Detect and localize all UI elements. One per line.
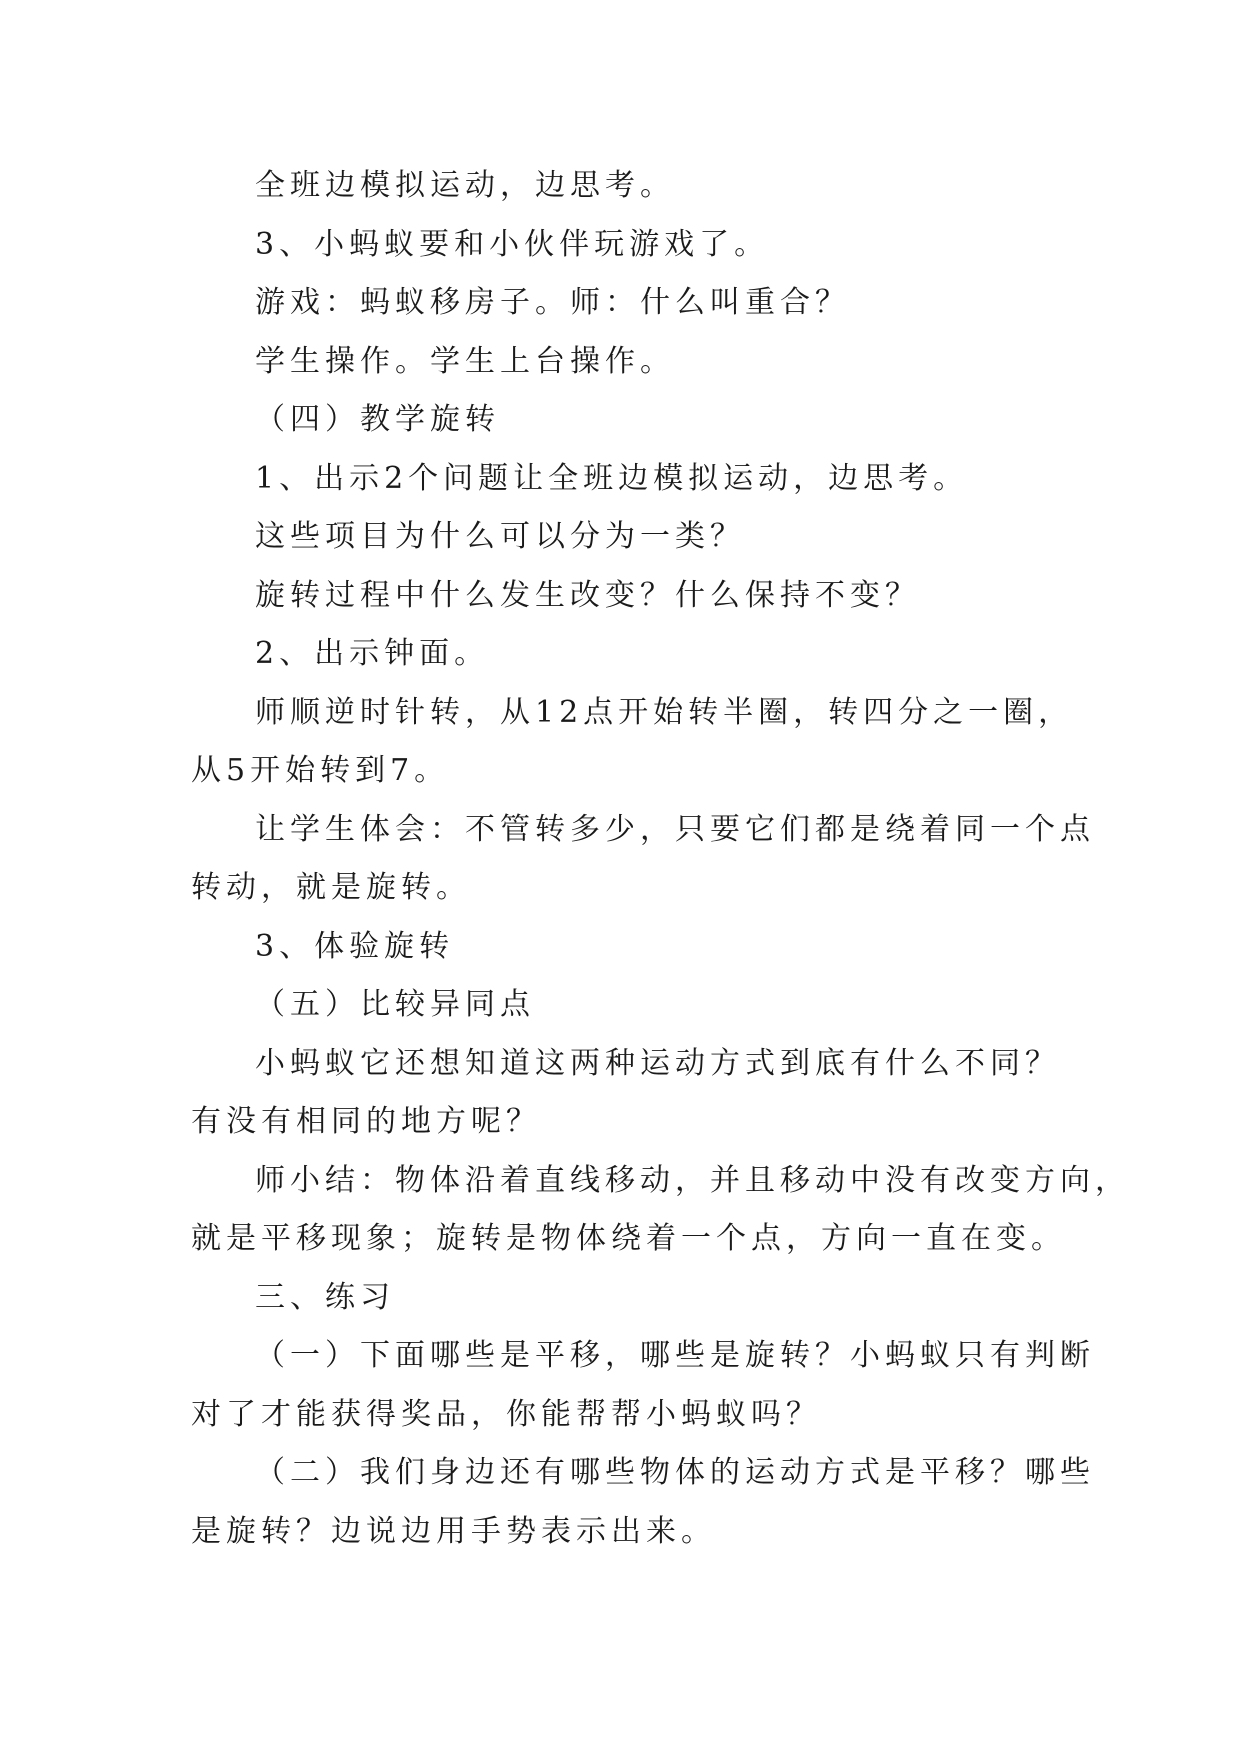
paragraph-line: 有没有相同的地方呢？ bbox=[191, 1104, 541, 1139]
paragraph-line: 2、出示钟面。 bbox=[255, 636, 490, 671]
paragraph-line: 师顺逆时针转，从12点开始转半圈，转四分之一圈， bbox=[255, 694, 1074, 730]
paragraph-line: 师小结：物体沿着直线移动，并且移动中没有改变方向， bbox=[255, 1162, 1130, 1198]
paragraph-line: 学生操作。学生上台操作。 bbox=[255, 343, 675, 379]
paragraph-line: 游戏：蚂蚁移房子。师：什么叫重合？ bbox=[255, 285, 850, 320]
paragraph-line: 让学生体会：不管转多少，只要它们都是绕着同一个点 bbox=[255, 811, 1095, 847]
paragraph-line: 3、小蚂蚁要和小伙伴玩游戏了。 bbox=[255, 226, 770, 262]
section-heading: （五）比较异同点 bbox=[255, 987, 535, 1022]
paragraph-line: 就是平移现象；旋转是物体绕着一个点，方向一直在变。 bbox=[191, 1221, 1066, 1256]
paragraph-line: （二）我们身边还有哪些物体的运动方式是平移？哪些 bbox=[255, 1455, 1095, 1490]
paragraph-line: 小蚂蚁它还想知道这两种运动方式到底有什么不同？ bbox=[255, 1045, 1060, 1081]
paragraph-line: 1、出示2个问题让全班边模拟运动，边思考。 bbox=[255, 460, 969, 496]
paragraph-line: 3、体验旋转 bbox=[255, 928, 455, 964]
paragraph-line: 这些项目为什么可以分为一类？ bbox=[255, 519, 745, 554]
paragraph-line: 旋转过程中什么发生改变？什么保持不变？ bbox=[255, 577, 920, 613]
document-body bbox=[191, 157, 1130, 1561]
paragraph-line: 对了才能获得奖品，你能帮帮小蚂蚁吗？ bbox=[191, 1396, 821, 1432]
paragraph-line: （一）下面哪些是平移，哪些是旋转？小蚂蚁只有判断 bbox=[255, 1338, 1095, 1373]
section-heading: （四）教学旋转 bbox=[255, 402, 500, 437]
paragraph-line: 转动，就是旋转。 bbox=[191, 870, 471, 905]
paragraph-line: 从5开始转到7。 bbox=[191, 753, 450, 788]
paragraph-line: 全班边模拟运动，边思考。 bbox=[255, 168, 675, 203]
paragraph-line: 是旋转？边说边用手势表示出来。 bbox=[191, 1513, 716, 1549]
section-heading: 三、练习 bbox=[255, 1279, 395, 1315]
